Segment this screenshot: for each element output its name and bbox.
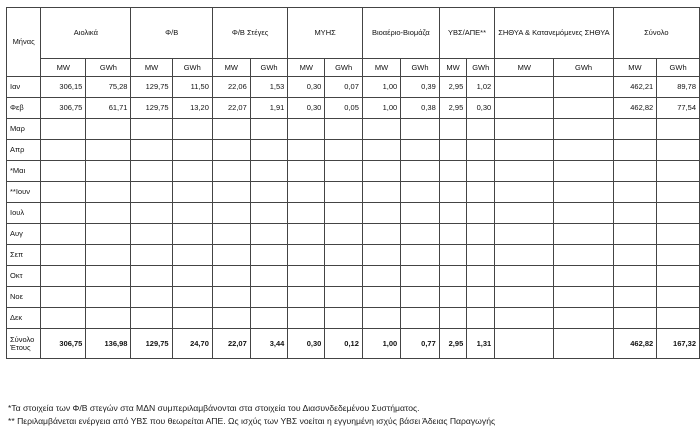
value-cell xyxy=(86,245,131,266)
value-cell xyxy=(288,308,325,329)
value-cell: 75,28 xyxy=(86,77,131,98)
value-cell xyxy=(554,140,613,161)
value-cell xyxy=(362,245,400,266)
value-cell xyxy=(467,224,495,245)
monthly-res-table-container xyxy=(6,7,700,359)
value-cell xyxy=(250,266,288,287)
total-value-cell: 306,75 xyxy=(41,329,86,359)
value-cell xyxy=(212,119,250,140)
unit-header: MW xyxy=(212,59,250,77)
value-cell xyxy=(439,140,466,161)
value-cell xyxy=(250,140,288,161)
category-header: Αιολικά xyxy=(41,8,131,59)
value-cell xyxy=(325,161,363,182)
value-cell xyxy=(439,224,466,245)
unit-header: GWh xyxy=(467,59,495,77)
value-cell xyxy=(131,308,172,329)
value-cell xyxy=(250,287,288,308)
table-row xyxy=(7,182,700,203)
value-cell: 22,07 xyxy=(212,98,250,119)
value-cell xyxy=(325,245,363,266)
value-cell xyxy=(212,224,250,245)
value-cell xyxy=(554,98,613,119)
value-cell xyxy=(362,182,400,203)
category-header-row xyxy=(7,8,700,59)
value-cell xyxy=(131,182,172,203)
value-cell xyxy=(362,203,400,224)
month-label: *Μαι xyxy=(7,161,41,182)
value-cell xyxy=(86,287,131,308)
value-cell: 0,07 xyxy=(325,77,363,98)
value-cell xyxy=(401,161,440,182)
value-cell xyxy=(325,224,363,245)
value-cell: 129,75 xyxy=(131,77,172,98)
value-cell xyxy=(288,203,325,224)
value-cell xyxy=(212,266,250,287)
value-cell: 2,95 xyxy=(439,77,466,98)
value-cell xyxy=(495,182,554,203)
value-cell: 11,50 xyxy=(172,77,212,98)
value-cell xyxy=(86,161,131,182)
value-cell xyxy=(86,203,131,224)
value-cell xyxy=(172,140,212,161)
total-value-cell: 462,82 xyxy=(613,329,657,359)
value-cell xyxy=(86,308,131,329)
value-cell xyxy=(172,161,212,182)
value-cell xyxy=(86,119,131,140)
value-cell xyxy=(362,140,400,161)
value-cell xyxy=(613,308,657,329)
value-cell xyxy=(401,203,440,224)
value-cell: 89,78 xyxy=(657,77,700,98)
value-cell xyxy=(172,287,212,308)
footnotes xyxy=(8,402,495,428)
value-cell xyxy=(467,245,495,266)
value-cell xyxy=(41,245,86,266)
category-header: Σύνολο xyxy=(613,8,699,59)
value-cell xyxy=(613,245,657,266)
table-row xyxy=(7,77,700,98)
value-cell xyxy=(613,140,657,161)
category-header: ΜΥΗΣ xyxy=(288,8,363,59)
month-label: **Ιουν xyxy=(7,182,41,203)
value-cell: 0,30 xyxy=(288,77,325,98)
value-cell xyxy=(657,182,700,203)
value-cell xyxy=(439,161,466,182)
value-cell xyxy=(325,140,363,161)
value-cell xyxy=(439,266,466,287)
value-cell xyxy=(325,287,363,308)
value-cell xyxy=(131,224,172,245)
value-cell xyxy=(288,224,325,245)
total-value-cell xyxy=(554,329,613,359)
total-label-line: Έτους xyxy=(10,342,31,352)
value-cell xyxy=(41,308,86,329)
value-cell: 129,75 xyxy=(131,98,172,119)
value-cell xyxy=(41,182,86,203)
value-cell xyxy=(41,140,86,161)
unit-header: MW xyxy=(362,59,400,77)
value-cell: 0,38 xyxy=(401,98,440,119)
table-row xyxy=(7,140,700,161)
unit-header: MW xyxy=(288,59,325,77)
table-row xyxy=(7,224,700,245)
value-cell xyxy=(495,161,554,182)
total-row xyxy=(7,329,700,359)
value-cell xyxy=(212,140,250,161)
value-cell: 0,30 xyxy=(288,98,325,119)
value-cell xyxy=(467,140,495,161)
month-label: Οκτ xyxy=(7,266,41,287)
value-cell xyxy=(325,119,363,140)
value-cell xyxy=(439,308,466,329)
value-cell xyxy=(401,308,440,329)
value-cell xyxy=(288,161,325,182)
unit-header: GWh xyxy=(86,59,131,77)
value-cell: 1,53 xyxy=(250,77,288,98)
value-cell xyxy=(250,245,288,266)
value-cell: 306,15 xyxy=(41,77,86,98)
value-cell xyxy=(401,266,440,287)
unit-header: MW xyxy=(131,59,172,77)
value-cell xyxy=(362,161,400,182)
table-row xyxy=(7,308,700,329)
value-cell xyxy=(41,203,86,224)
value-cell xyxy=(613,161,657,182)
total-label xyxy=(7,329,41,359)
value-cell xyxy=(439,287,466,308)
value-cell xyxy=(657,224,700,245)
footnote: ** Περιλαμβάνεται ενέργεια από ΥΒΣ που θεωρείται ΑΠΕ. Ως ισχύς των ΥΒΣ νοείται η εγγυημένη ισχύς βάσει Άδειας Παραγωγής xyxy=(8,416,496,426)
value-cell: 0,30 xyxy=(467,98,495,119)
value-cell xyxy=(401,224,440,245)
value-cell: 462,21 xyxy=(613,77,657,98)
value-cell xyxy=(657,266,700,287)
total-value-cell: 24,70 xyxy=(172,329,212,359)
value-cell xyxy=(131,203,172,224)
month-label: Αυγ xyxy=(7,224,41,245)
value-cell xyxy=(554,182,613,203)
value-cell xyxy=(41,266,86,287)
unit-header: GWh xyxy=(250,59,288,77)
total-value-cell: 2,95 xyxy=(439,329,466,359)
value-cell xyxy=(554,77,613,98)
value-cell xyxy=(495,287,554,308)
unit-header: GWh xyxy=(325,59,363,77)
value-cell xyxy=(439,203,466,224)
value-cell xyxy=(657,119,700,140)
month-label: Νοε xyxy=(7,287,41,308)
value-cell xyxy=(467,266,495,287)
value-cell xyxy=(401,245,440,266)
category-header: Φ/Β xyxy=(131,8,212,59)
value-cell xyxy=(172,245,212,266)
value-cell: 77,54 xyxy=(657,98,700,119)
value-cell xyxy=(401,140,440,161)
value-cell xyxy=(41,119,86,140)
table-row xyxy=(7,287,700,308)
category-header: Φ/Β Στέγες xyxy=(212,8,287,59)
value-cell xyxy=(467,308,495,329)
value-cell xyxy=(362,266,400,287)
value-cell xyxy=(613,119,657,140)
value-cell xyxy=(554,119,613,140)
value-cell: 306,75 xyxy=(41,98,86,119)
value-cell xyxy=(495,119,554,140)
unit-header: GWh xyxy=(657,59,700,77)
value-cell xyxy=(439,245,466,266)
table-row xyxy=(7,266,700,287)
value-cell xyxy=(495,77,554,98)
value-cell xyxy=(131,245,172,266)
total-value-cell: 22,07 xyxy=(212,329,250,359)
table-row xyxy=(7,203,700,224)
month-label: Ιαν xyxy=(7,77,41,98)
value-cell xyxy=(467,182,495,203)
value-cell xyxy=(554,224,613,245)
value-cell xyxy=(41,161,86,182)
unit-header: MW xyxy=(439,59,466,77)
value-cell xyxy=(657,287,700,308)
value-cell xyxy=(554,203,613,224)
value-cell xyxy=(86,266,131,287)
unit-header: MW xyxy=(495,59,554,77)
value-cell: 1,00 xyxy=(362,77,400,98)
value-cell xyxy=(439,182,466,203)
total-value-cell: 0,12 xyxy=(325,329,363,359)
value-cell xyxy=(172,224,212,245)
total-value-cell: 167,32 xyxy=(657,329,700,359)
value-cell xyxy=(554,245,613,266)
value-cell: 0,39 xyxy=(401,77,440,98)
value-cell xyxy=(250,308,288,329)
value-cell xyxy=(172,203,212,224)
value-cell: 0,05 xyxy=(325,98,363,119)
value-cell xyxy=(362,224,400,245)
value-cell xyxy=(41,287,86,308)
value-cell xyxy=(131,140,172,161)
value-cell xyxy=(495,203,554,224)
value-cell xyxy=(172,119,212,140)
value-cell xyxy=(172,308,212,329)
total-value-cell: 1,00 xyxy=(362,329,400,359)
value-cell xyxy=(362,287,400,308)
value-cell xyxy=(362,308,400,329)
value-cell xyxy=(212,245,250,266)
total-value-cell: 1,31 xyxy=(467,329,495,359)
value-cell xyxy=(495,308,554,329)
unit-header: GWh xyxy=(172,59,212,77)
total-value-cell: 0,77 xyxy=(401,329,440,359)
unit-header: MW xyxy=(41,59,86,77)
value-cell xyxy=(657,161,700,182)
value-cell xyxy=(401,182,440,203)
category-header: ΥΒΣ/ΑΠΕ** xyxy=(439,8,494,59)
category-header: Βιοαέριο-Βιομάζα xyxy=(362,8,439,59)
value-cell xyxy=(495,266,554,287)
total-value-cell xyxy=(495,329,554,359)
value-cell: 462,82 xyxy=(613,98,657,119)
month-label: Φεβ xyxy=(7,98,41,119)
table-row xyxy=(7,98,700,119)
value-cell xyxy=(467,287,495,308)
value-cell xyxy=(250,182,288,203)
value-cell xyxy=(250,203,288,224)
value-cell xyxy=(613,287,657,308)
month-label: Μαρ xyxy=(7,119,41,140)
value-cell xyxy=(495,98,554,119)
value-cell xyxy=(212,308,250,329)
value-cell xyxy=(288,287,325,308)
value-cell xyxy=(325,308,363,329)
value-cell xyxy=(613,266,657,287)
value-cell xyxy=(86,140,131,161)
value-cell xyxy=(86,182,131,203)
value-cell xyxy=(439,119,466,140)
value-cell: 2,95 xyxy=(439,98,466,119)
value-cell xyxy=(212,203,250,224)
month-label: Ιουλ xyxy=(7,203,41,224)
unit-header: MW xyxy=(613,59,657,77)
value-cell xyxy=(250,161,288,182)
monthly-res-table xyxy=(6,7,700,359)
value-cell xyxy=(657,245,700,266)
corner-header-month: Μήνας xyxy=(7,8,41,77)
value-cell xyxy=(467,161,495,182)
value-cell xyxy=(495,245,554,266)
value-cell xyxy=(554,287,613,308)
value-cell: 1,91 xyxy=(250,98,288,119)
table-row xyxy=(7,161,700,182)
value-cell xyxy=(212,161,250,182)
value-cell xyxy=(401,287,440,308)
value-cell xyxy=(131,287,172,308)
value-cell xyxy=(554,308,613,329)
category-header: ΣΗΘΥΑ & Κατανεμόμενες ΣΗΘΥΑ xyxy=(495,8,613,59)
value-cell: 61,71 xyxy=(86,98,131,119)
value-cell xyxy=(495,224,554,245)
value-cell xyxy=(288,182,325,203)
value-cell xyxy=(325,266,363,287)
month-label: Απρ xyxy=(7,140,41,161)
value-cell: 1,02 xyxy=(467,77,495,98)
value-cell xyxy=(250,224,288,245)
value-cell xyxy=(467,203,495,224)
value-cell xyxy=(131,161,172,182)
month-label: Σεπ xyxy=(7,245,41,266)
footnote: *Τα στοιχεία των Φ/Β στεγών στα ΜΔΝ συμπεριλαμβάνονται στα στοιχεία του Διασυνδεδεμένου Συστήματος. xyxy=(8,403,420,413)
value-cell xyxy=(325,203,363,224)
value-cell xyxy=(288,140,325,161)
value-cell xyxy=(325,182,363,203)
value-cell xyxy=(362,119,400,140)
value-cell xyxy=(41,224,86,245)
value-cell xyxy=(250,119,288,140)
value-cell xyxy=(657,203,700,224)
value-cell xyxy=(613,182,657,203)
unit-header: GWh xyxy=(554,59,613,77)
value-cell xyxy=(86,224,131,245)
value-cell xyxy=(554,161,613,182)
value-cell xyxy=(401,119,440,140)
unit-header-row xyxy=(7,59,700,77)
value-cell: 22,06 xyxy=(212,77,250,98)
total-value-cell: 129,75 xyxy=(131,329,172,359)
total-label-line: Σύνολο xyxy=(10,334,35,344)
total-value-cell: 0,30 xyxy=(288,329,325,359)
value-cell xyxy=(554,266,613,287)
table-row xyxy=(7,245,700,266)
unit-header: GWh xyxy=(401,59,440,77)
value-cell xyxy=(657,140,700,161)
month-label: Δεκ xyxy=(7,308,41,329)
value-cell xyxy=(212,182,250,203)
value-cell: 1,00 xyxy=(362,98,400,119)
value-cell xyxy=(657,308,700,329)
total-value-cell: 136,98 xyxy=(86,329,131,359)
value-cell xyxy=(467,119,495,140)
value-cell xyxy=(495,140,554,161)
value-cell xyxy=(212,287,250,308)
value-cell xyxy=(172,266,212,287)
value-cell xyxy=(288,266,325,287)
value-cell xyxy=(613,224,657,245)
total-value-cell: 3,44 xyxy=(250,329,288,359)
table-row xyxy=(7,119,700,140)
value-cell: 13,20 xyxy=(172,98,212,119)
value-cell xyxy=(613,203,657,224)
value-cell xyxy=(172,182,212,203)
value-cell xyxy=(288,119,325,140)
value-cell xyxy=(131,266,172,287)
value-cell xyxy=(131,119,172,140)
value-cell xyxy=(288,245,325,266)
